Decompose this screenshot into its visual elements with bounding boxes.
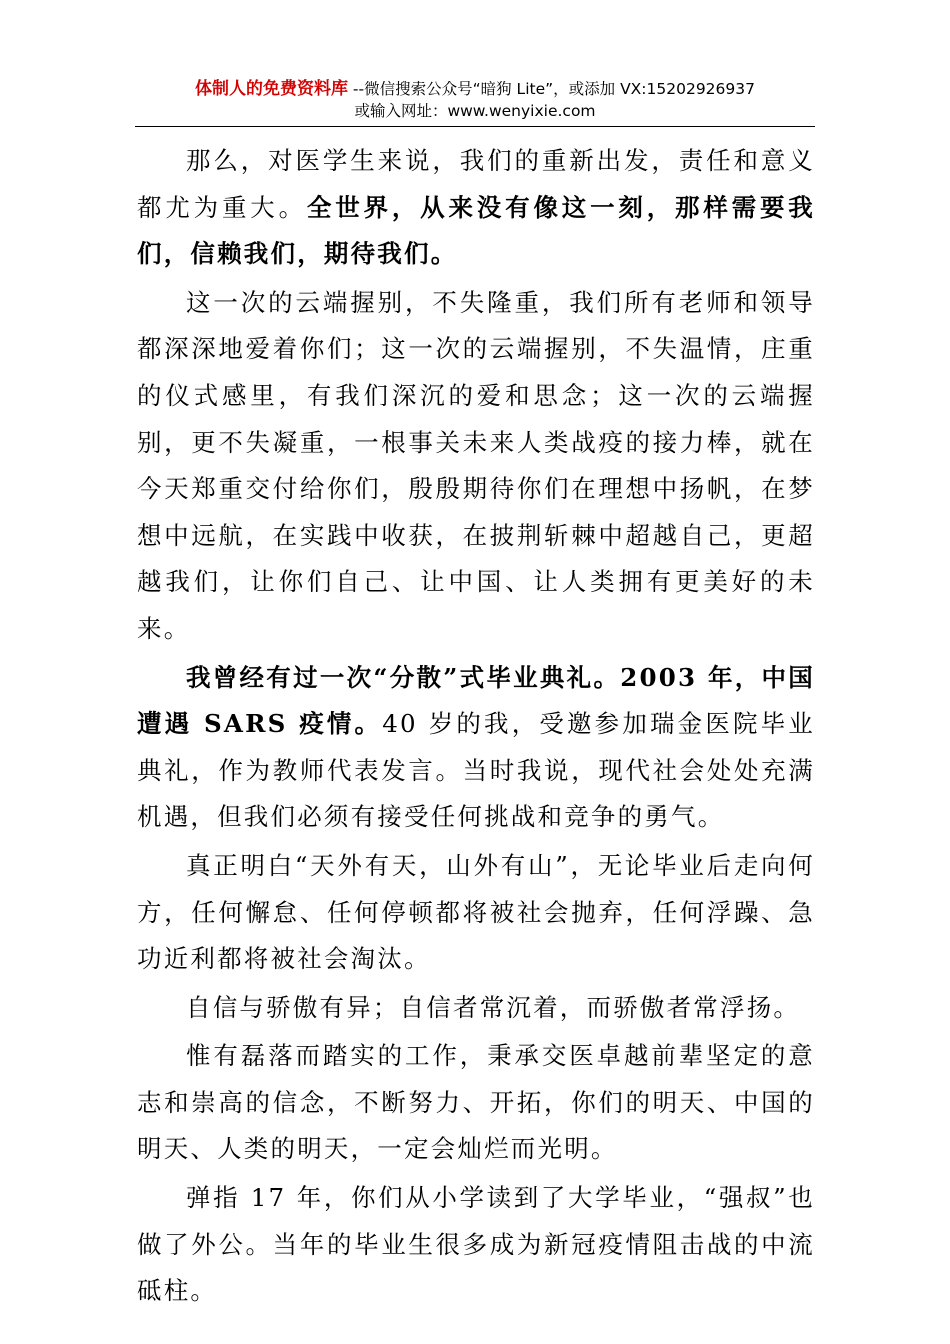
watermark-line-2: 或输入网址：www.wenyixie.com — [354, 102, 596, 120]
paragraph-5: 自信与骄傲有异；自信者常沉着，而骄傲者常浮扬。 — [186, 992, 801, 1022]
paragraph-4: 真正明白“天外有天，山外有山”，无论毕业后走向何方，任何懈怠、任何停顿都将被社会抛弃，任何浮躁、急功近利都将被社会淘汰。 — [137, 850, 815, 974]
paragraph-1-bold-text: 全世界，从来没有像这一刻，那样需要我们，信赖我们，期待我们。 — [137, 192, 815, 269]
paragraph-3-bold-text: 我曾经有过一次“分散”式毕业典礼。2003 年，中国遭遇 SARS 疫情。 — [137, 662, 815, 739]
paragraph-1 — [137, 138, 815, 278]
paragraph-2: 这一次的云端握别，不失隆重，我们所有老师和领导都深深地爱着你们；这一次的云端握别，不失温情，庄重的仪式感里，有我们深沉的爱和思念；这一次的云端握别，更不失凝重，一根事关未来人类战疫的接力棒，就在今天郑重交付给你们，殷殷期待你们在理想中扬帆，在梦想中远航，在实践中收获，在披荆斩棘中超越自己，更超越我们，让你们自己、让中国、让人类拥有更美好的未来。 — [137, 287, 815, 643]
header-divider — [135, 126, 815, 127]
watermark-line-1 — [135, 78, 815, 100]
watermark-contact: --微信搜索公众号“暗狗 Lite”，或添加 VX:15202926937 — [347, 80, 755, 98]
paragraph-6: 惟有磊落而踏实的工作，秉承交医卓越前辈坚定的意志和崇高的信念，不断努力、开拓，你们的明天、中国的明天、人类的明天，一定会灿烂而光明。 — [137, 1041, 815, 1164]
paragraph-3-text: 40 岁的我，受邀参加瑞金医院毕业典礼，作为教师代表发言。当时我说，现代社会处处充满机遇，但我们必须有接受任何挑战和竞争的勇气。 — [137, 709, 815, 832]
paragraph-3 — [137, 655, 815, 841]
paragraph-1-text: 那么，对医学生来说，我们的重新出发，责任和意义都尤为重大。 — [137, 146, 815, 222]
paragraph-7: 弹指 17 年，你们从小学读到了大学毕业，“强叔”也做了外公。当年的毕业生很多成为新冠疫情阻击战的中流砥柱。 — [137, 1183, 815, 1306]
watermark-header — [135, 78, 815, 122]
document-body — [137, 138, 815, 1317]
brand-name: 体制人的免费资料库 — [194, 79, 348, 99]
